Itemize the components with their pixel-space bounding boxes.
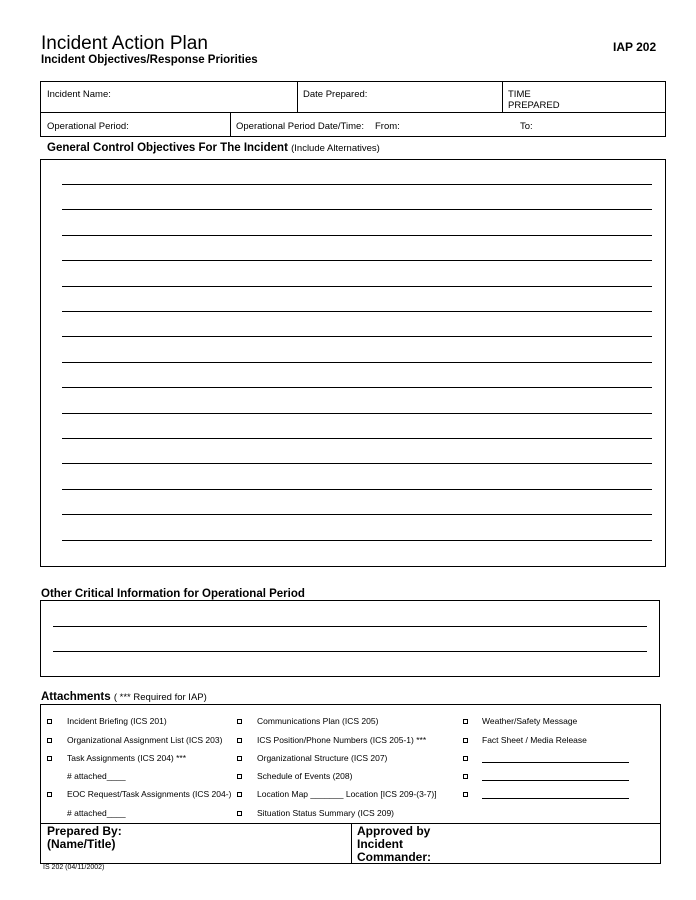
attachment-label: Task Assignments (ICS 204) *** — [67, 753, 187, 763]
critical-info-writing-line[interactable] — [53, 651, 647, 652]
objectives-heading — [47, 142, 380, 154]
page-title: Incident Action Plan — [41, 33, 208, 54]
objective-writing-line[interactable] — [62, 260, 652, 261]
attachment-checkbox[interactable] — [237, 756, 242, 761]
attachment-blank-line[interactable] — [482, 762, 629, 763]
attachment-checkbox[interactable] — [47, 792, 52, 797]
attachment-checkbox[interactable] — [463, 792, 468, 797]
attachment-checkbox[interactable] — [237, 774, 242, 779]
attachment-checkbox[interactable] — [237, 719, 242, 724]
approved-by-field[interactable] — [357, 825, 431, 864]
attachment-checkbox[interactable] — [463, 774, 468, 779]
prepared-by-label: Prepared By: — [47, 824, 122, 838]
objective-writing-line[interactable] — [62, 184, 652, 185]
attachment-label: # attached____ — [67, 808, 126, 818]
form-version: IS 202 (04/11/2002) — [43, 864, 105, 871]
attachment-checkbox[interactable] — [237, 792, 242, 797]
attachment-label: EOC Request/Task Assignments (ICS 204-) — [67, 789, 232, 799]
date-prepared-field[interactable]: Date Prepared: — [303, 89, 368, 100]
objective-writing-line[interactable] — [62, 209, 652, 210]
objective-writing-line[interactable] — [62, 514, 652, 515]
objectives-note: (Include Alternatives) — [291, 143, 380, 154]
attachment-checkbox[interactable] — [463, 738, 468, 743]
objective-writing-line[interactable] — [62, 413, 652, 414]
attachment-checkbox[interactable] — [237, 738, 242, 743]
objective-writing-line[interactable] — [62, 387, 652, 388]
attachment-label: Location Map _______ Location [ICS 209-(3-7)] — [257, 789, 437, 799]
prepared-by-sublabel: (Name/Title) — [47, 837, 116, 851]
attachment-checkbox[interactable] — [47, 719, 52, 724]
attachment-checkbox[interactable] — [463, 719, 468, 724]
objective-writing-line[interactable] — [62, 336, 652, 337]
attachment-label: # attached____ — [67, 771, 126, 781]
attachment-label: Schedule of Events (208) — [257, 771, 353, 781]
objective-writing-line[interactable] — [62, 311, 652, 312]
attachment-blank-line[interactable] — [482, 780, 629, 781]
attachment-label: Communications Plan (ICS 205) — [257, 716, 379, 726]
attachment-label: Fact Sheet / Media Release — [482, 735, 587, 745]
objective-writing-line[interactable] — [62, 286, 652, 287]
from-field[interactable]: From: — [375, 121, 400, 132]
objective-writing-line[interactable] — [62, 463, 652, 464]
time-prepared-label-line1: TIME — [508, 89, 531, 100]
approved-by-label-line1: Approved by — [357, 824, 431, 838]
prepared-by-field[interactable] — [47, 825, 122, 851]
op-period-datetime-label: Operational Period Date/Time: — [236, 121, 364, 132]
approved-by-label-line3: Commander: — [357, 850, 432, 864]
attachment-checkbox[interactable] — [237, 811, 242, 816]
attachment-label: Weather/Safety Message — [482, 716, 578, 726]
page-subtitle: Incident Objectives/Response Priorities — [41, 54, 258, 66]
approved-by-label-line2: Incident — [357, 837, 404, 851]
attachment-checkbox[interactable] — [47, 738, 52, 743]
objective-writing-line[interactable] — [62, 362, 652, 363]
attachment-checkbox[interactable] — [47, 756, 52, 761]
critical-info-writing-line[interactable] — [53, 626, 647, 627]
objectives-area[interactable] — [40, 159, 666, 567]
attachments-heading — [41, 691, 207, 703]
attachment-label: Organizational Structure (ICS 207) — [257, 753, 388, 763]
time-prepared-field[interactable] — [508, 89, 560, 111]
attachment-blank-line[interactable] — [482, 798, 629, 799]
attachment-label: Incident Briefing (ICS 201) — [67, 716, 167, 726]
objective-writing-line[interactable] — [62, 540, 652, 541]
critical-info-area[interactable] — [40, 600, 660, 677]
form-id: IAP 202 — [613, 40, 657, 54]
incident-name-field[interactable]: Incident Name: — [47, 89, 111, 100]
critical-info-heading: Other Critical Information for Operational Period — [41, 588, 305, 600]
objective-writing-line[interactable] — [62, 489, 652, 490]
objective-writing-line[interactable] — [62, 235, 652, 236]
operational-period-field[interactable]: Operational Period: — [47, 121, 129, 132]
to-field[interactable]: To: — [520, 121, 533, 132]
objective-writing-line[interactable] — [62, 438, 652, 439]
attachments-note: ( *** Required for IAP) — [113, 692, 207, 703]
attachments-heading-text: Attachments — [41, 691, 111, 703]
attachment-checkbox[interactable] — [463, 756, 468, 761]
time-prepared-label-line2: PREPARED — [508, 100, 560, 111]
attachment-label: Organizational Assignment List (ICS 203) — [67, 735, 223, 745]
attachment-label: Situation Status Summary (ICS 209) — [257, 808, 395, 818]
objectives-heading-text: General Control Objectives For The Incident — [47, 142, 288, 154]
attachment-label: ICS Position/Phone Numbers (ICS 205-1) *** — [257, 735, 427, 745]
